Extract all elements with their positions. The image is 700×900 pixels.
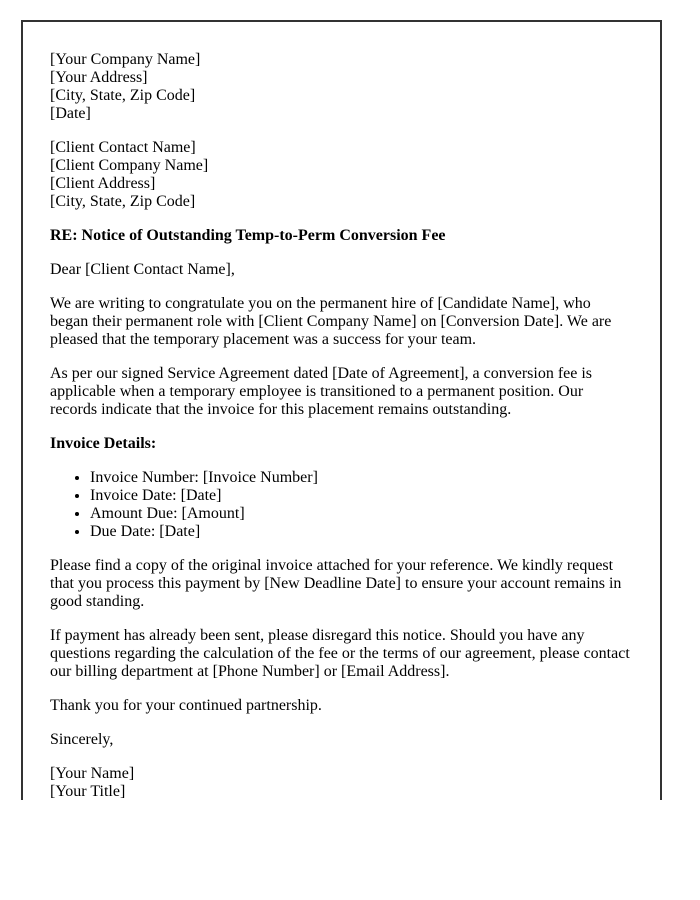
sender-address-line: [Your Address] <box>50 69 148 86</box>
invoice-details-heading: Invoice Details: <box>50 435 157 452</box>
body-paragraph-congratulations: We are writing to congratulate you on the permanent hire of [Candidate Name], who began their permanent role with [Client Company Name] on [Conversion Date]. We are pleased that the temporary placement was a success for your team. <box>50 295 612 348</box>
invoice-date-item: • Invoice Date: [Date] <box>90 487 630 505</box>
sender-address-block <box>50 51 630 123</box>
recipient-contact-line: [Client Contact Name] <box>50 139 196 156</box>
recipient-address-line: [Client Address] <box>50 175 156 192</box>
closing-paragraph-disregard-notice: If payment has already been sent, please disregard this notice. Should you have any questions regarding the calculation of the fee or the terms of our agreement, please contact our billing department at [Phone Number] or [Email Address]. <box>50 627 630 680</box>
recipient-city-line: [City, State, Zip Code] <box>50 193 196 210</box>
recipient-company-line: [Client Company Name] <box>50 157 209 174</box>
sign-off: Sincerely, <box>50 731 114 748</box>
letter-date-line: [Date] <box>50 105 91 122</box>
salutation: Dear [Client Contact Name], <box>50 261 235 278</box>
signature-title-line: [Your Title] <box>50 783 126 800</box>
amount-due-item: • Amount Due: [Amount] <box>90 505 630 523</box>
invoice-number-item: • Invoice Number: [Invoice Number] <box>90 469 630 487</box>
subject-line: RE: Notice of Outstanding Temp-to-Perm Conversion Fee <box>50 227 446 244</box>
signature-name-line: [Your Name] <box>50 765 135 782</box>
body-paragraph-agreement: As per our signed Service Agreement dated [Date of Agreement], a conversion fee is applicable when a temporary employee is transitioned to a permanent position. Our records indicate that the invoice for this placement remains outstanding. <box>50 365 593 418</box>
sender-city-line: [City, State, Zip Code] <box>50 87 196 104</box>
recipient-address-block <box>50 139 630 211</box>
closing-paragraph-payment-request: Please find a copy of the original invoice attached for your reference. We kindly request that you process this payment by [New Deadline Date] to ensure your account remains in good standing. <box>50 557 622 610</box>
signature-block <box>50 765 630 800</box>
due-date-item: • Due Date: [Date] <box>90 523 630 541</box>
sender-company-line: [Your Company Name] <box>50 51 201 68</box>
letter-container <box>21 20 662 800</box>
invoice-details-list <box>50 469 630 541</box>
closing-paragraph-thank-you: Thank you for your continued partnership. <box>50 697 322 714</box>
